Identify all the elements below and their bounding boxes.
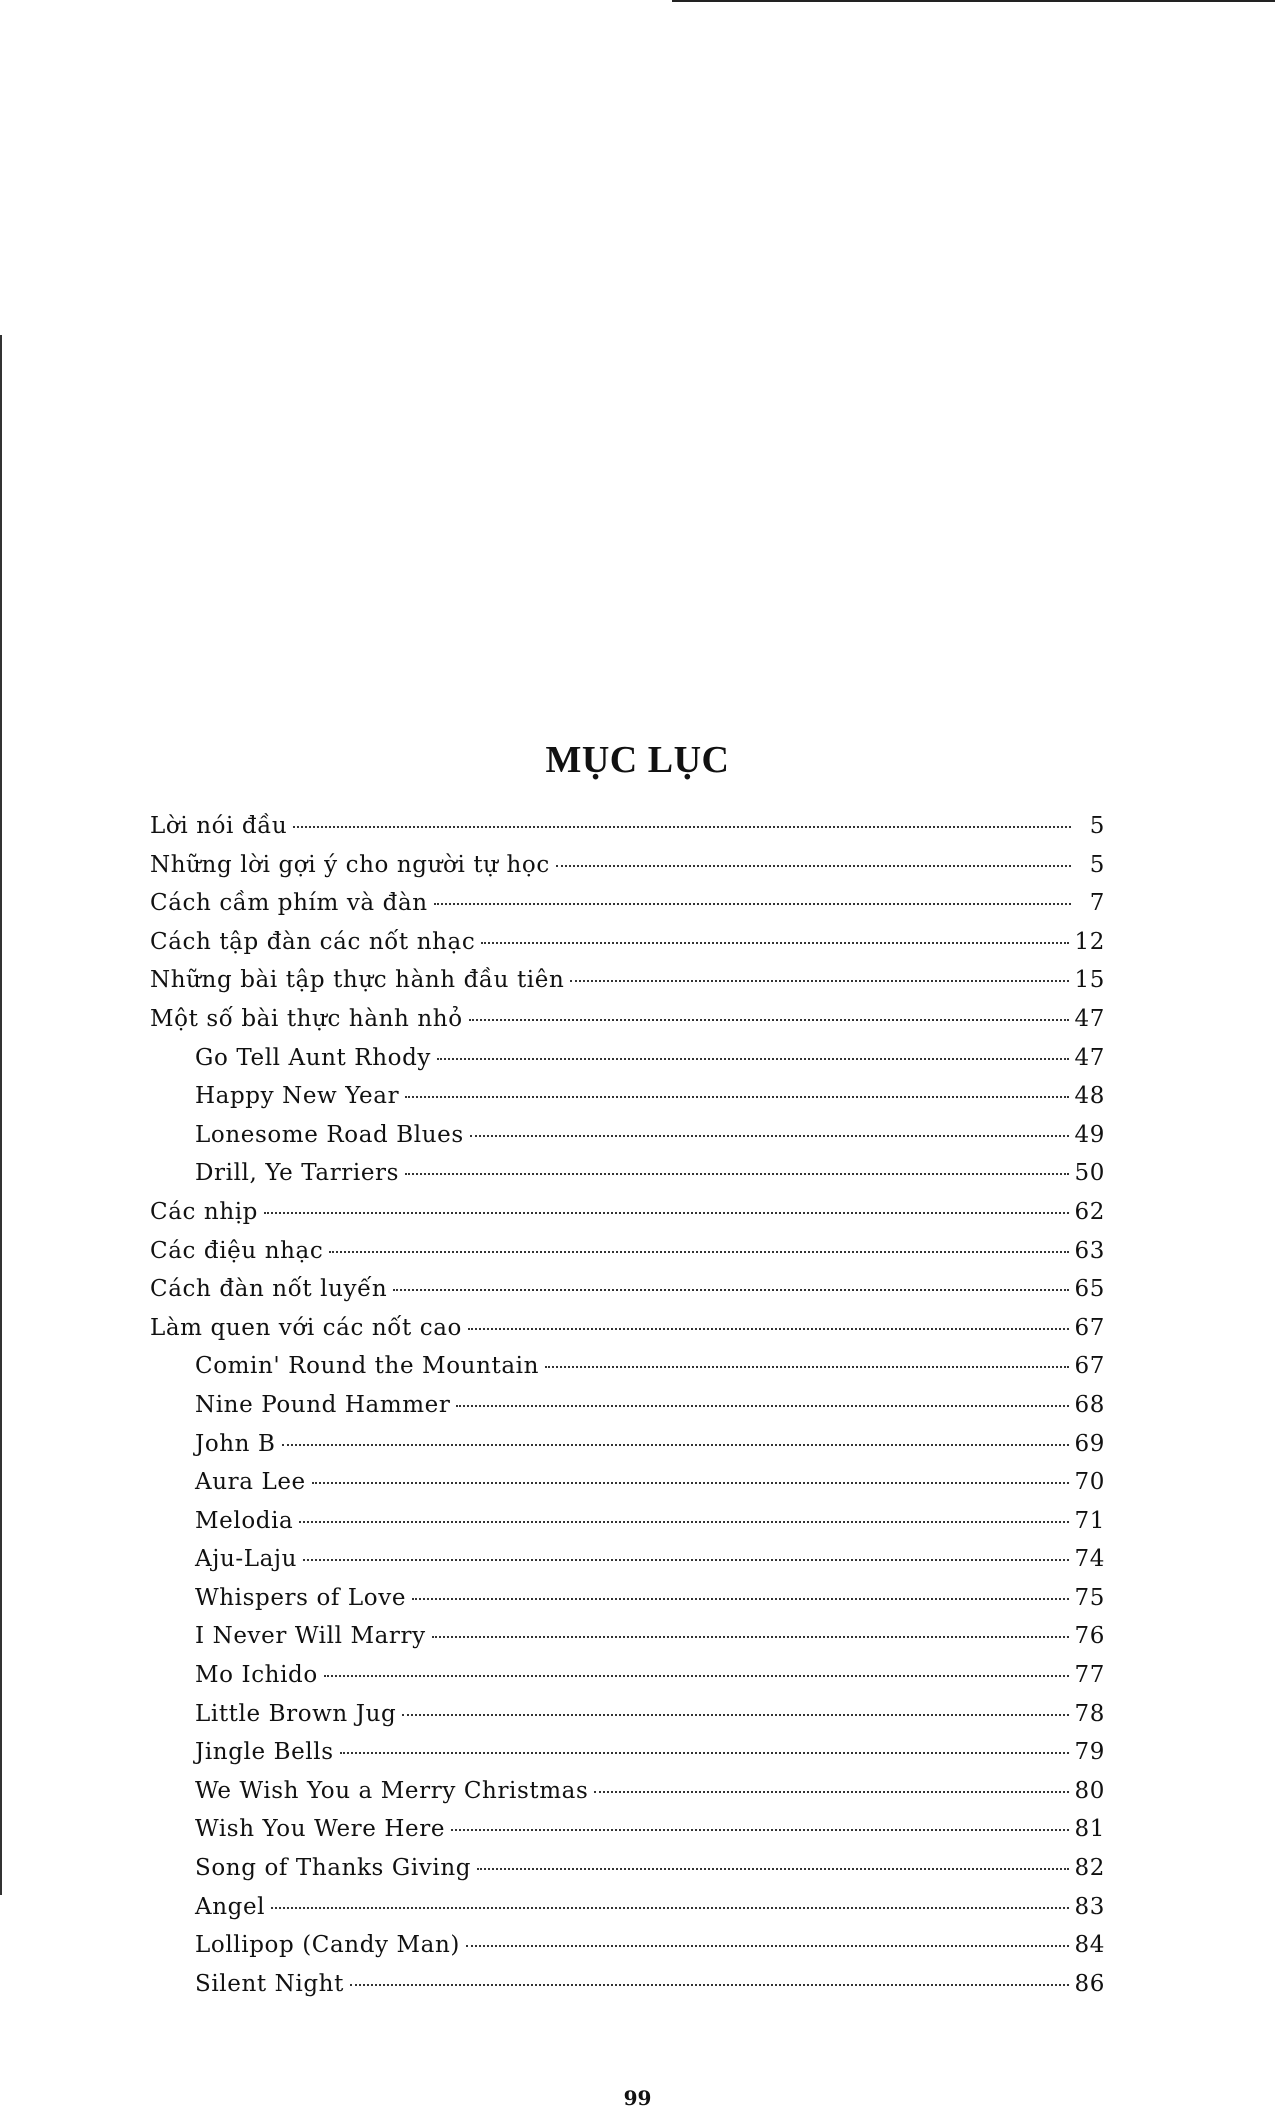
toc-entry bbox=[150, 890, 1105, 929]
toc-entry bbox=[150, 967, 1105, 1006]
toc-entry-page: 82 bbox=[1074, 1855, 1105, 1882]
toc-entry-page: 76 bbox=[1074, 1623, 1105, 1650]
scan-top-rule bbox=[672, 0, 1275, 2]
toc-entry bbox=[150, 929, 1105, 968]
toc-dot-leader bbox=[312, 1482, 1069, 1484]
toc-entry-label: Mo Ichido bbox=[195, 1662, 318, 1689]
toc-entry-label: Các điệu nhạc bbox=[150, 1237, 324, 1264]
toc-entry-label: Silent Night bbox=[195, 1970, 344, 1997]
toc-entry bbox=[150, 1855, 1105, 1894]
toc-entry-page: 77 bbox=[1074, 1662, 1105, 1689]
toc-dot-leader bbox=[282, 1444, 1069, 1446]
toc-entry bbox=[150, 1623, 1105, 1662]
toc-entry bbox=[150, 1894, 1105, 1933]
toc-dot-leader bbox=[432, 1636, 1069, 1638]
toc-entry-label: Melodia bbox=[195, 1507, 294, 1534]
toc-entry-label: Cách đàn nốt luyến bbox=[150, 1276, 388, 1303]
toc-dot-leader bbox=[264, 1212, 1069, 1214]
toc-entry-label: Song of Thanks Giving bbox=[195, 1855, 472, 1882]
toc-entry bbox=[150, 852, 1105, 891]
toc-entry-page: 70 bbox=[1074, 1469, 1105, 1496]
toc-entry-label: Comin' Round the Mountain bbox=[195, 1353, 540, 1380]
toc-dot-leader bbox=[340, 1752, 1069, 1754]
page-title: MỤC LỤC bbox=[545, 739, 730, 781]
toc-entry-label: Aju-Laju bbox=[195, 1546, 298, 1573]
toc-entry-page: 79 bbox=[1074, 1739, 1105, 1766]
toc-entry-page: 12 bbox=[1074, 928, 1105, 955]
toc-entry-label: Làm quen với các nốt cao bbox=[150, 1314, 462, 1341]
toc-entry bbox=[150, 1971, 1105, 2010]
toc-entry-label: Nine Pound Hammer bbox=[195, 1391, 451, 1418]
toc-dot-leader bbox=[556, 865, 1071, 867]
toc-entry bbox=[150, 1585, 1105, 1624]
toc-entry-label: Go Tell Aunt Rhody bbox=[195, 1044, 432, 1071]
toc-dot-leader bbox=[271, 1907, 1068, 1909]
toc-entry bbox=[150, 1739, 1105, 1778]
toc-dot-leader bbox=[456, 1405, 1068, 1407]
toc-entry-label: We Wish You a Merry Christmas bbox=[195, 1777, 589, 1804]
toc-entry-page: 84 bbox=[1074, 1932, 1105, 1959]
toc-dot-leader bbox=[350, 1984, 1069, 1986]
toc-dot-leader bbox=[469, 1019, 1069, 1021]
toc-entry-page: 7 bbox=[1089, 890, 1105, 917]
toc-entry bbox=[150, 1238, 1105, 1277]
toc-entry-label: Lonesome Road Blues bbox=[195, 1121, 464, 1148]
toc-entry-label: John B bbox=[195, 1430, 276, 1457]
toc-entry-page: 81 bbox=[1074, 1816, 1105, 1843]
toc-entry-page: 15 bbox=[1074, 967, 1105, 994]
toc-entry-label: Drill, Ye Tarriers bbox=[195, 1160, 400, 1187]
toc-entry-label: I Never Will Marry bbox=[195, 1623, 426, 1650]
toc-entry-label: Aura Lee bbox=[195, 1469, 306, 1496]
toc-dot-leader bbox=[481, 942, 1068, 944]
toc-dot-leader bbox=[393, 1289, 1068, 1291]
toc-entry bbox=[150, 1469, 1105, 1508]
toc-entry bbox=[150, 1045, 1105, 1084]
toc-entry-page: 71 bbox=[1074, 1507, 1105, 1534]
toc-entry-label: Cách cầm phím và đàn bbox=[150, 890, 428, 917]
toc-dot-leader bbox=[468, 1328, 1069, 1330]
toc-dot-leader bbox=[329, 1251, 1068, 1253]
toc-entry-page: 5 bbox=[1089, 813, 1105, 839]
toc-entry-page: 68 bbox=[1074, 1391, 1105, 1418]
toc-entry-page: 49 bbox=[1074, 1121, 1105, 1148]
toc-entry-page: 48 bbox=[1074, 1083, 1105, 1110]
toc-dot-leader bbox=[570, 980, 1068, 982]
toc-entry-page: 47 bbox=[1074, 1044, 1105, 1071]
toc-entry bbox=[150, 1083, 1105, 1122]
toc-entry-page: 75 bbox=[1074, 1584, 1105, 1611]
toc-entry-page: 86 bbox=[1074, 1970, 1105, 1997]
toc-entry-label: Wish You Were Here bbox=[195, 1816, 446, 1843]
toc-entry-page: 47 bbox=[1074, 1005, 1105, 1032]
toc-dot-leader bbox=[303, 1559, 1068, 1561]
toc-entry-page: 63 bbox=[1074, 1237, 1105, 1264]
toc-dot-leader bbox=[451, 1829, 1068, 1831]
toc-entry-page: 80 bbox=[1074, 1777, 1105, 1804]
toc-entry-label: Jingle Bells bbox=[195, 1739, 334, 1766]
toc-dot-leader bbox=[405, 1096, 1068, 1098]
toc-entry-page: 74 bbox=[1074, 1546, 1105, 1573]
toc-entry-label: Lời nói đầu bbox=[150, 813, 288, 839]
toc-entry-page: 83 bbox=[1074, 1893, 1105, 1920]
toc-dot-leader bbox=[594, 1791, 1068, 1793]
toc-entry-label: Little Brown Jug bbox=[195, 1700, 397, 1727]
toc-dot-leader bbox=[412, 1598, 1068, 1600]
toc-dot-leader bbox=[545, 1366, 1069, 1368]
toc-entry bbox=[150, 1006, 1105, 1045]
toc-entry bbox=[150, 1392, 1105, 1431]
toc-entry-label: Những bài tập thực hành đầu tiên bbox=[150, 967, 565, 994]
toc-dot-leader bbox=[470, 1135, 1069, 1137]
scan-left-edge bbox=[0, 335, 2, 1895]
toc-entry-page: 78 bbox=[1074, 1700, 1105, 1727]
toc-entry-label: Các nhịp bbox=[150, 1198, 259, 1225]
toc-entry-label: Một số bài thực hành nhỏ bbox=[150, 1005, 463, 1032]
toc-dot-leader bbox=[477, 1868, 1068, 1870]
toc-dot-leader bbox=[402, 1714, 1068, 1716]
toc-entry-label: Lollipop (Candy Man) bbox=[195, 1932, 460, 1959]
toc-entry-page: 62 bbox=[1074, 1198, 1105, 1225]
toc-entry-page: 69 bbox=[1074, 1430, 1105, 1457]
toc-entry-page: 67 bbox=[1074, 1353, 1105, 1380]
toc-entry-page: 67 bbox=[1074, 1314, 1105, 1341]
toc-entry bbox=[150, 1816, 1105, 1855]
toc-entry-label: Những lời gợi ý cho người tự học bbox=[150, 851, 550, 878]
page-number: 99 bbox=[623, 2086, 652, 2110]
toc-entry-label: Cách tập đàn các nốt nhạc bbox=[150, 928, 476, 955]
toc-entry bbox=[150, 1701, 1105, 1740]
toc-dot-leader bbox=[299, 1521, 1068, 1523]
toc-entry bbox=[150, 1353, 1105, 1392]
toc-entry bbox=[150, 1276, 1105, 1315]
toc-dot-leader bbox=[466, 1945, 1069, 1947]
toc-entry bbox=[150, 813, 1105, 852]
toc-entry-page: 50 bbox=[1074, 1160, 1105, 1187]
toc-entry bbox=[150, 1431, 1105, 1470]
toc-entry bbox=[150, 1315, 1105, 1354]
toc-dot-leader bbox=[293, 826, 1071, 828]
toc-entry-label: Angel bbox=[195, 1893, 266, 1920]
toc-entry-page: 5 bbox=[1089, 851, 1105, 878]
toc-dot-leader bbox=[324, 1675, 1069, 1677]
toc-dot-leader bbox=[434, 903, 1071, 905]
toc-entry-label: Whispers of Love bbox=[195, 1584, 407, 1611]
toc-entry bbox=[150, 1199, 1105, 1238]
toc-dot-leader bbox=[405, 1173, 1068, 1175]
toc-entry-page: 65 bbox=[1074, 1276, 1105, 1303]
toc-entry bbox=[150, 1122, 1105, 1161]
toc-entry bbox=[150, 1932, 1105, 1971]
toc-entry bbox=[150, 1508, 1105, 1547]
toc-entry bbox=[150, 1662, 1105, 1701]
toc-entry bbox=[150, 1778, 1105, 1817]
toc-entry bbox=[150, 1546, 1105, 1585]
toc-dot-leader bbox=[437, 1058, 1069, 1060]
toc-entry-label: Happy New Year bbox=[195, 1083, 400, 1110]
table-of-contents bbox=[150, 813, 1105, 2009]
toc-entry bbox=[150, 1160, 1105, 1199]
